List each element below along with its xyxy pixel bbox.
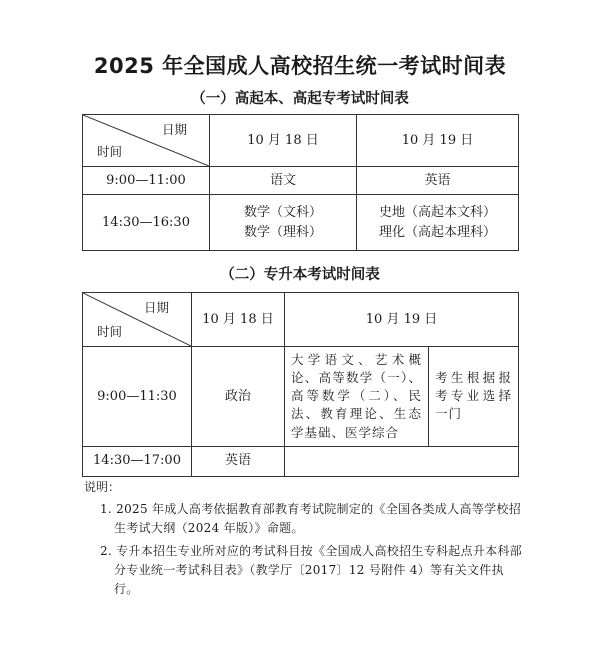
table2-corner-cell xyxy=(83,293,192,347)
subject-line: 史地（高起本文科） xyxy=(378,205,496,220)
table2-subtitle: （二）专升本考试时间表 xyxy=(220,267,380,283)
table2-schedule xyxy=(82,292,519,477)
table1-subject-cell: 语文 xyxy=(210,167,357,195)
table2-selection-note-cell: 考生根据报考专业选择一门 xyxy=(429,347,519,447)
table1-subject-cell xyxy=(210,195,357,251)
table1-corner-time-label: 时间 xyxy=(97,144,123,160)
table1-subject-cell: 英语 xyxy=(357,167,519,195)
table1-date-header: 10 月 19 日 xyxy=(357,115,519,167)
table1-corner-cell xyxy=(83,115,210,167)
table2-empty-cell xyxy=(285,446,519,476)
subject-line: 数学（文科） xyxy=(243,205,322,220)
subject-line: 数学（理科） xyxy=(243,224,322,240)
subject-line: 理化（高起本理科） xyxy=(378,224,496,240)
table2-corner-time-label: 时间 xyxy=(97,324,123,340)
table1-subtitle: （一）高起本、高起专考试时间表 xyxy=(191,91,409,107)
table1-time-cell: 14:30—16:30 xyxy=(83,195,210,251)
table1-date-header: 10 月 18 日 xyxy=(210,115,357,167)
table2-subject-cell: 政治 xyxy=(192,347,285,447)
table2-subject-list-cell: 大学语文、艺术概论、高等数学（一）、高等数学（二）、民法、教育理论、生态学基础、医学综合 xyxy=(285,347,429,447)
table2-time-cell: 14:30—17:00 xyxy=(83,446,192,476)
table1-schedule xyxy=(82,114,519,251)
note-item: 2. 专升本招生专业所对应的考试科目按《全国成人高校招生专科起点升本科部分专业统一考试科目表》（教学厅〔2017〕12 号附件 4）等有关文件执行。 xyxy=(100,543,523,596)
table2-corner-date-label: 日期 xyxy=(143,300,169,315)
table1-time-cell: 9:00—11:00 xyxy=(83,167,210,195)
note-item: 1. 2025 年成人高考依据教育部教育考试院制定的《全国各类成人高等学校招生考试大纲（2024 年版）》命题。 xyxy=(100,502,522,536)
page-title: 2025 年全国成人高校招生统一考试时间表 xyxy=(93,54,507,78)
table1-subject-cell xyxy=(357,195,519,251)
notes-section xyxy=(84,478,524,602)
notes-heading: 说明： xyxy=(84,480,121,494)
table1-corner-date-label: 日期 xyxy=(161,122,187,137)
table2-time-cell: 9:00—11:30 xyxy=(83,347,192,447)
table2-date-header: 10 月 18 日 xyxy=(192,293,285,347)
table2-date-header: 10 月 19 日 xyxy=(285,293,519,347)
table2-subject-cell: 英语 xyxy=(192,446,285,476)
